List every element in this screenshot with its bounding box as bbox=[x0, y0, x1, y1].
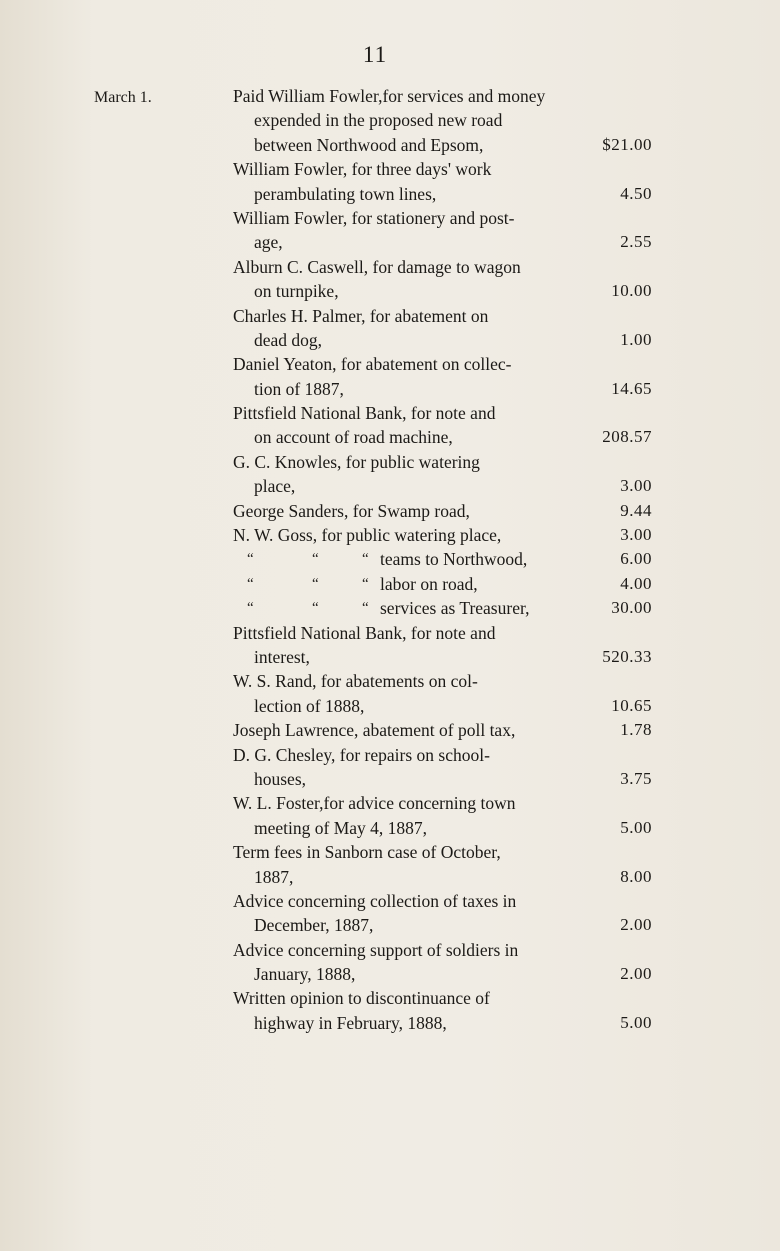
ledger-entry bbox=[0, 255, 780, 304]
entry-text: tion of 1887, bbox=[254, 378, 344, 399]
entry-text: Advice concerning collection of taxes in bbox=[233, 890, 517, 911]
entry-amount: $21.00 bbox=[602, 134, 652, 154]
entry-text: 1887, bbox=[254, 866, 294, 887]
entry-text: between Northwood and Epsom, bbox=[254, 134, 484, 155]
entry-amount: 6.00 bbox=[620, 549, 652, 569]
entry-text: age, bbox=[254, 232, 283, 253]
entry-text: perambulating town lines, bbox=[254, 183, 437, 204]
ditto-mark: “ bbox=[312, 600, 319, 617]
ledger-entry bbox=[0, 206, 780, 255]
entry-text: Paid William Fowler,for services and money bbox=[233, 86, 546, 106]
entry-line bbox=[0, 572, 780, 596]
entry-amount: 10.65 bbox=[611, 695, 652, 715]
ditto-mark: “ bbox=[312, 551, 319, 568]
entry-amount: 3.00 bbox=[620, 476, 652, 496]
entry-text: meeting of May 4, 1887, bbox=[254, 817, 428, 838]
ditto-mark: “ bbox=[247, 551, 254, 568]
entry-amount: 2.00 bbox=[620, 964, 652, 984]
entry-text: Advice concerning support of soldiers in bbox=[233, 939, 519, 960]
entry-text: William Fowler, for three days' work bbox=[233, 159, 492, 180]
entry-line bbox=[0, 206, 780, 230]
ledger-entry bbox=[0, 304, 780, 353]
entry-amount: 10.00 bbox=[611, 281, 652, 301]
ditto-mark: “ bbox=[247, 575, 254, 592]
entry-line bbox=[0, 352, 780, 376]
entry-line bbox=[0, 230, 780, 254]
entry-amount: 5.00 bbox=[620, 1012, 652, 1032]
entry-line bbox=[0, 499, 780, 523]
ledger-entry bbox=[0, 401, 780, 450]
entry-amount: 2.00 bbox=[620, 915, 652, 935]
entry-line bbox=[0, 743, 780, 767]
entry-line bbox=[0, 279, 780, 303]
entry-line bbox=[0, 474, 780, 498]
ledger-entry bbox=[0, 621, 780, 670]
entry-line bbox=[0, 108, 780, 132]
ledger-entry bbox=[0, 450, 780, 499]
entry-line bbox=[0, 401, 780, 425]
entry-text: Written opinion to discontinuance of bbox=[233, 988, 490, 1009]
entry-date: March 1. bbox=[94, 89, 152, 106]
entry-line bbox=[0, 1011, 780, 1035]
entry-text: George Sanders, for Swamp road, bbox=[233, 500, 470, 521]
ledger-entry bbox=[0, 523, 780, 547]
entry-line bbox=[0, 425, 780, 449]
entry-amount: 4.00 bbox=[620, 573, 652, 593]
entry-text: Joseph Lawrence, abatement of poll tax, bbox=[233, 720, 516, 741]
ledger-entry bbox=[0, 743, 780, 792]
entry-line bbox=[0, 865, 780, 889]
entry-text: W. S. Rand, for abatements on col- bbox=[233, 671, 478, 692]
entry-amount: 5.00 bbox=[620, 817, 652, 837]
entry-line bbox=[0, 840, 780, 864]
entry-text: Pittsfield National Bank, for note and bbox=[233, 403, 496, 424]
ledger-entry bbox=[0, 84, 780, 157]
entry-text: on account of road machine, bbox=[254, 427, 453, 448]
entry-text: highway in February, 1888, bbox=[254, 1012, 447, 1033]
entry-text: W. L. Foster,for advice concerning town bbox=[233, 793, 516, 814]
entry-text: houses, bbox=[254, 768, 307, 789]
ledger-entry bbox=[0, 547, 780, 571]
entry-line bbox=[0, 718, 780, 742]
entry-text: Pittsfield National Bank, for note and bbox=[233, 622, 496, 643]
entry-text: William Fowler, for stationery and post- bbox=[233, 207, 515, 228]
entry-amount: 520.33 bbox=[602, 646, 652, 666]
ledger-entry bbox=[0, 938, 780, 987]
entry-line bbox=[0, 669, 780, 693]
entry-amount: 30.00 bbox=[611, 598, 652, 618]
entry-text: Term fees in Sanborn case of October, bbox=[233, 842, 501, 863]
ditto-mark: “ bbox=[362, 575, 369, 592]
entry-text: dead dog, bbox=[254, 329, 323, 350]
entry-line bbox=[0, 694, 780, 718]
entry-line bbox=[0, 816, 780, 840]
entry-text: N. W. Goss, for public watering place, bbox=[233, 525, 502, 546]
entry-line bbox=[0, 791, 780, 815]
entry-amount: 1.00 bbox=[620, 329, 652, 349]
ledger-entry bbox=[0, 840, 780, 889]
entry-line bbox=[0, 986, 780, 1010]
entry-amount: 3.75 bbox=[620, 768, 652, 788]
entry-amount: 3.00 bbox=[620, 525, 652, 545]
ledger-entry bbox=[0, 889, 780, 938]
entry-amount: 208.57 bbox=[602, 427, 652, 447]
ledger-entry bbox=[0, 572, 780, 596]
ledger-entry bbox=[0, 499, 780, 523]
entry-text: Daniel Yeaton, for abatement on collec- bbox=[233, 354, 512, 375]
entry-line bbox=[0, 621, 780, 645]
entry-amount: 8.00 bbox=[620, 866, 652, 886]
entry-amount: 9.44 bbox=[620, 500, 652, 520]
entry-text: expended in the proposed new road bbox=[254, 110, 503, 131]
entry-text: lection of 1888, bbox=[254, 695, 365, 716]
entry-amount: 14.65 bbox=[611, 378, 652, 398]
entry-text: D. G. Chesley, for repairs on school- bbox=[233, 744, 490, 765]
entry-text: labor on road, bbox=[380, 573, 478, 594]
entry-line bbox=[0, 377, 780, 401]
entry-text: services as Treasurer, bbox=[380, 598, 530, 619]
entry-amount: 4.50 bbox=[620, 183, 652, 203]
entry-text: January, 1888, bbox=[254, 964, 356, 985]
ditto-mark: “ bbox=[312, 575, 319, 592]
ditto-mark: “ bbox=[247, 600, 254, 617]
entry-text: Charles H. Palmer, for abatement on bbox=[233, 305, 489, 326]
ledger bbox=[0, 84, 780, 1035]
entry-line bbox=[0, 255, 780, 279]
entry-text: G. C. Knowles, for public watering bbox=[233, 451, 480, 472]
entry-line bbox=[0, 328, 780, 352]
entry-amount: 2.55 bbox=[620, 232, 652, 252]
ledger-entry bbox=[0, 352, 780, 401]
ledger-entry bbox=[0, 596, 780, 620]
ledger-entry bbox=[0, 157, 780, 206]
ledger-entry bbox=[0, 669, 780, 718]
entry-text: Alburn C. Caswell, for damage to wagon bbox=[233, 256, 521, 277]
entry-line bbox=[0, 767, 780, 791]
entry-text: interest, bbox=[254, 646, 310, 667]
ledger-entry bbox=[0, 986, 780, 1035]
entry-line bbox=[0, 304, 780, 328]
entry-line bbox=[0, 962, 780, 986]
entry-text: teams to Northwood, bbox=[380, 549, 528, 570]
ledger-entry bbox=[0, 718, 780, 742]
entry-line bbox=[0, 645, 780, 669]
ditto-mark: “ bbox=[362, 551, 369, 568]
page-number: 11 bbox=[362, 42, 388, 67]
ditto-mark: “ bbox=[362, 600, 369, 617]
entry-line bbox=[0, 182, 780, 206]
entry-line bbox=[0, 133, 780, 157]
entry-text: on turnpike, bbox=[254, 281, 339, 302]
entry-line bbox=[0, 913, 780, 937]
entry-text: December, 1887, bbox=[254, 915, 374, 936]
entry-line bbox=[0, 84, 780, 108]
entry-line bbox=[0, 547, 780, 571]
entry-line bbox=[0, 596, 780, 620]
entry-amount: 1.78 bbox=[620, 720, 652, 740]
entry-line bbox=[0, 889, 780, 913]
entry-line bbox=[0, 450, 780, 474]
entry-text: place, bbox=[254, 476, 296, 497]
entry-line bbox=[0, 157, 780, 181]
entry-line bbox=[0, 523, 780, 547]
ledger-entry bbox=[0, 791, 780, 840]
entry-line bbox=[0, 938, 780, 962]
